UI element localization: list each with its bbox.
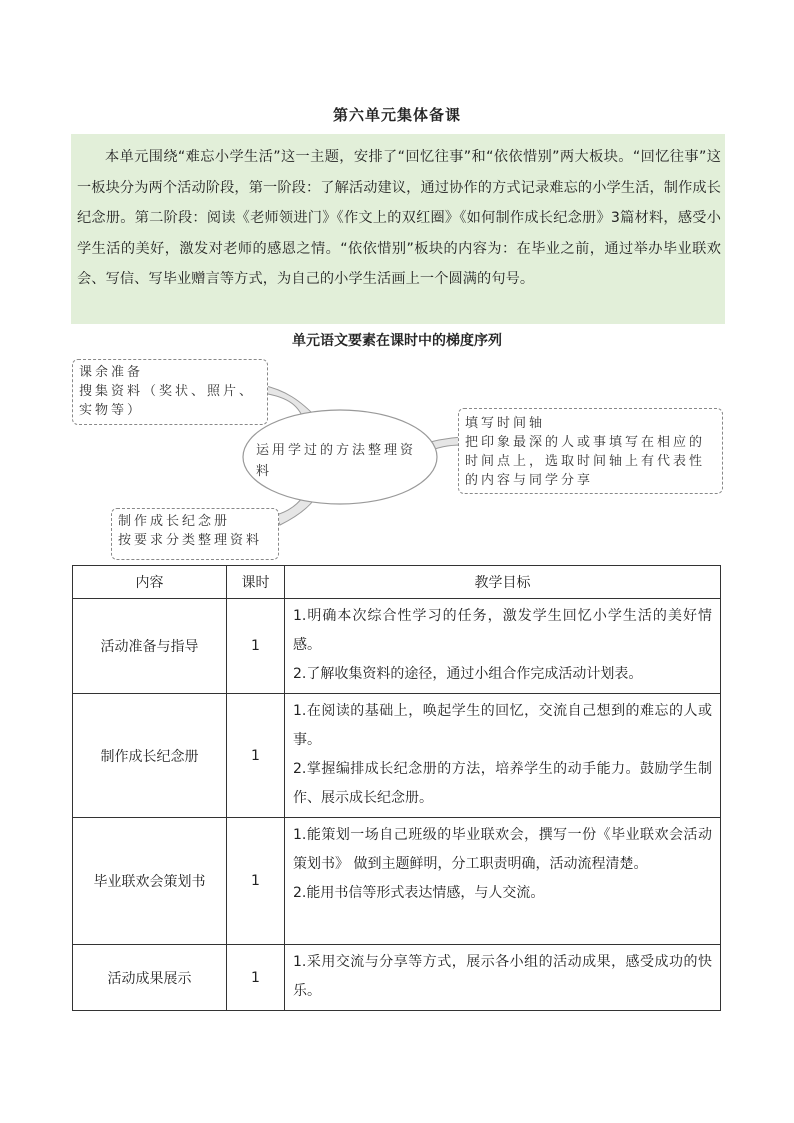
note-album (111, 508, 279, 560)
row-hours: 1 (227, 694, 285, 818)
table-row (73, 945, 721, 1011)
row-goals (285, 694, 721, 818)
row-hours: 1 (227, 945, 285, 1011)
row-hours: 1 (227, 818, 285, 945)
goal-item: 1.在阅读的基础上，唤起学生的回忆，交流自己想到的难忘的人或事。 (293, 703, 712, 748)
row-hours: 1 (227, 599, 285, 694)
note-heading: 课余准备 (79, 365, 144, 380)
row-goals (285, 599, 721, 694)
note-timeline (458, 408, 723, 494)
row-content: 活动成果展示 (73, 945, 227, 1011)
lesson-table (72, 565, 721, 1011)
note-text: 搜集资料（奖状、照片、实物等） (79, 384, 256, 418)
header-content: 内容 (73, 566, 227, 599)
note-preparation (72, 359, 268, 425)
goal-item: 2.掌握编排成长纪念册的方法，培养学生的动手能力。鼓励学生制作、展示成长纪念册。 (293, 761, 712, 806)
header-goals: 教学目标 (285, 566, 721, 599)
table-row (73, 599, 721, 694)
note-heading: 填写时间轴 (465, 416, 546, 431)
header-hours: 课时 (227, 566, 285, 599)
table-header-row (73, 566, 721, 599)
goal-item: 2.能用书信等形式表达情感，与人交流。 (293, 885, 545, 901)
goal-item: 1.明确本次综合性学习的任务，激发学生回忆小学生活的美好情感。 (293, 608, 712, 653)
note-text: 按要求分类整理资料 (118, 533, 263, 548)
goal-item: 2.了解收集资料的途径，通过小组合作完成活动计划表。 (293, 666, 643, 682)
section-subtitle: 单元语文要素在课时中的梯度序列 (292, 333, 502, 349)
row-goals (285, 818, 721, 945)
note-text: 把印象最深的人或事填写在相应的时间点上，选取时间轴上有代表性的内容与同学分享 (465, 435, 706, 488)
row-goals (285, 945, 721, 1011)
row-content: 制作成长纪念册 (73, 694, 227, 818)
goal-item: 1.采用交流与分享等方式，展示各小组的活动成果，感受成功的快乐。 (293, 954, 712, 999)
row-content: 活动准备与指导 (73, 599, 227, 694)
table-row (73, 694, 721, 818)
intro-paragraph: 本单元围绕“难忘小学生活”这一主题，安排了“回忆往事”和“依依惜别”两大板块。“回忆往事”这一板块分为两个活动阶段，第一阶段：了解活动建议，通过协作的方式记录难忘的小学生活，制作成长纪念册。第二阶段：阅读《老师领进门》《作文上的双红圈》《如何制作成长纪念册》3篇材料，感受小学生活的美好，激发对老师的感恩之情。“依依惜别”板块的内容为：在毕业之前，通过举办毕业联欢会、写信、写毕业赠言等方式，为自己的小学生活画上一个圆满的句号。 (71, 134, 725, 324)
table-row (73, 818, 721, 945)
note-heading: 制作成长纪念册 (118, 514, 231, 529)
row-content: 毕业联欢会策划书 (73, 818, 227, 945)
mind-map (0, 345, 794, 570)
document-title: 第六单元集体备课 (332, 106, 461, 124)
goal-item: 1.能策划一场自己班级的毕业联欢会，撰写一份《毕业联欢会活动策划书》 做到主题鲜明，分工职责明确，活动流程清楚。 (293, 827, 712, 872)
center-topic: 运用学过的方法整理资料 (256, 443, 417, 479)
